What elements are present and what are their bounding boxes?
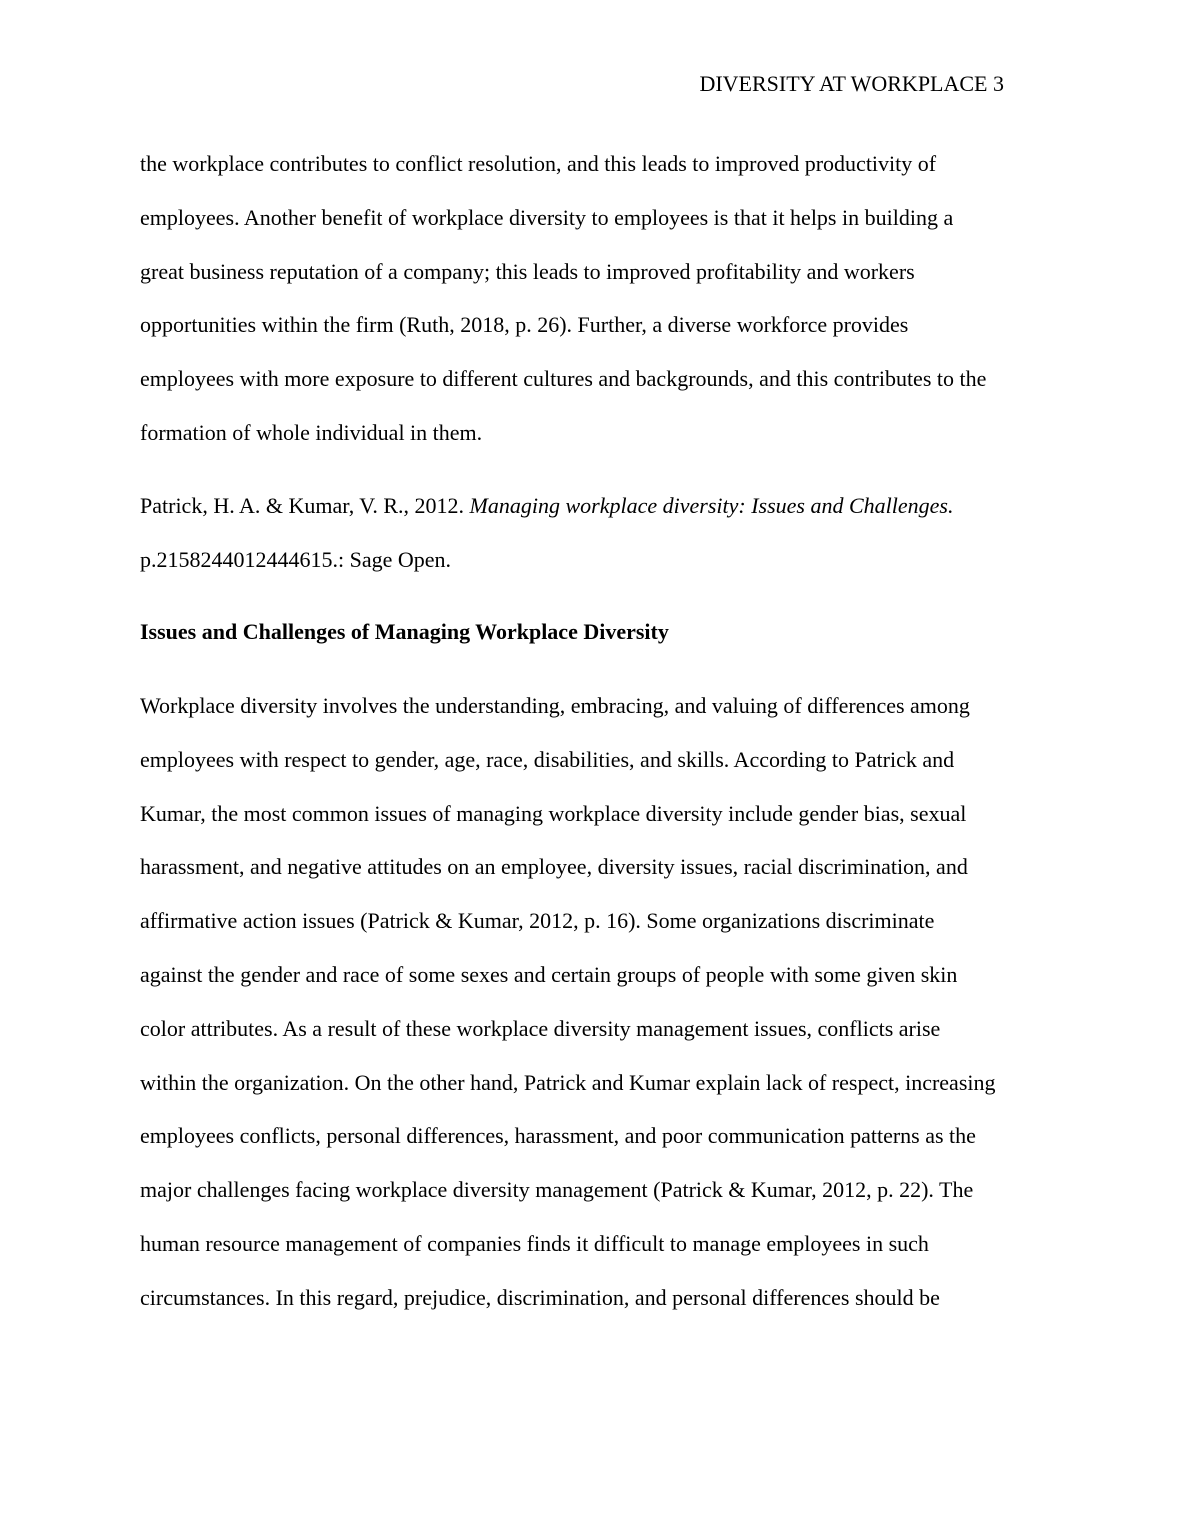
text-line: against the gender and race of some sexes and certain groups of people with some given skin xyxy=(140,961,958,987)
reference-citation xyxy=(140,479,1060,587)
citation-title: Managing workplace diversity: Issues and Challenges. xyxy=(469,493,954,518)
citation-details: p.2158244012444615.: Sage Open. xyxy=(140,546,452,572)
text-line: affirmative action issues (Patrick & Kumar, 2012, p. 16). Some organizations discriminate xyxy=(140,908,935,934)
text-line: employees with respect to gender, age, race, disabilities, and skills. According to Patrick and xyxy=(140,746,955,772)
text-line: opportunities within the firm (Ruth, 2018, p. 26). Further, a diverse workforce provides xyxy=(140,312,909,338)
text-line: great business reputation of a company; this leads to improved profitability and workers xyxy=(140,258,915,284)
text-line: human resource management of companies finds it difficult to manage employees in such xyxy=(140,1230,929,1256)
text-line: employees. Another benefit of workplace diversity to employees is that it helps in building a xyxy=(140,204,954,230)
citation-line xyxy=(140,479,1060,533)
section-heading: Issues and Challenges of Managing Workplace Diversity xyxy=(140,619,669,644)
paragraph-issues xyxy=(140,679,1060,1325)
text-line: Kumar, the most common issues of managing workplace diversity include gender bias, sexual xyxy=(140,800,967,826)
running-head: DIVERSITY AT WORKPLACE 3 xyxy=(699,71,1004,96)
citation-authors-year: Patrick, H. A. & Kumar, V. R., 2012. xyxy=(140,493,470,518)
text-line: within the organization. On the other hand, Patrick and Kumar explain lack of respect, increasing xyxy=(140,1069,996,1095)
text-line: employees conflicts, personal differences, harassment, and poor communication patterns as the xyxy=(140,1123,976,1149)
text-line: harassment, and negative attitudes on an employee, diversity issues, racial discrimination, and xyxy=(140,854,968,880)
text-line: circumstances. In this regard, prejudice, discrimination, and personal differences should be xyxy=(140,1284,940,1310)
paragraph-benefits xyxy=(140,137,1060,460)
text-line: employees with more exposure to different cultures and backgrounds, and this contributes to the xyxy=(140,366,987,392)
text-line: formation of whole individual in them. xyxy=(140,419,483,445)
text-line: major challenges facing workplace diversity management (Patrick & Kumar, 2012, p. 22). The xyxy=(140,1177,974,1203)
text-line: the workplace contributes to conflict resolution, and this leads to improved productivity of xyxy=(140,151,937,176)
text-line: Workplace diversity involves the understanding, embracing, and valuing of differences among xyxy=(140,693,970,718)
text-line: color attributes. As a result of these workplace diversity management issues, conflicts arise xyxy=(140,1015,941,1041)
